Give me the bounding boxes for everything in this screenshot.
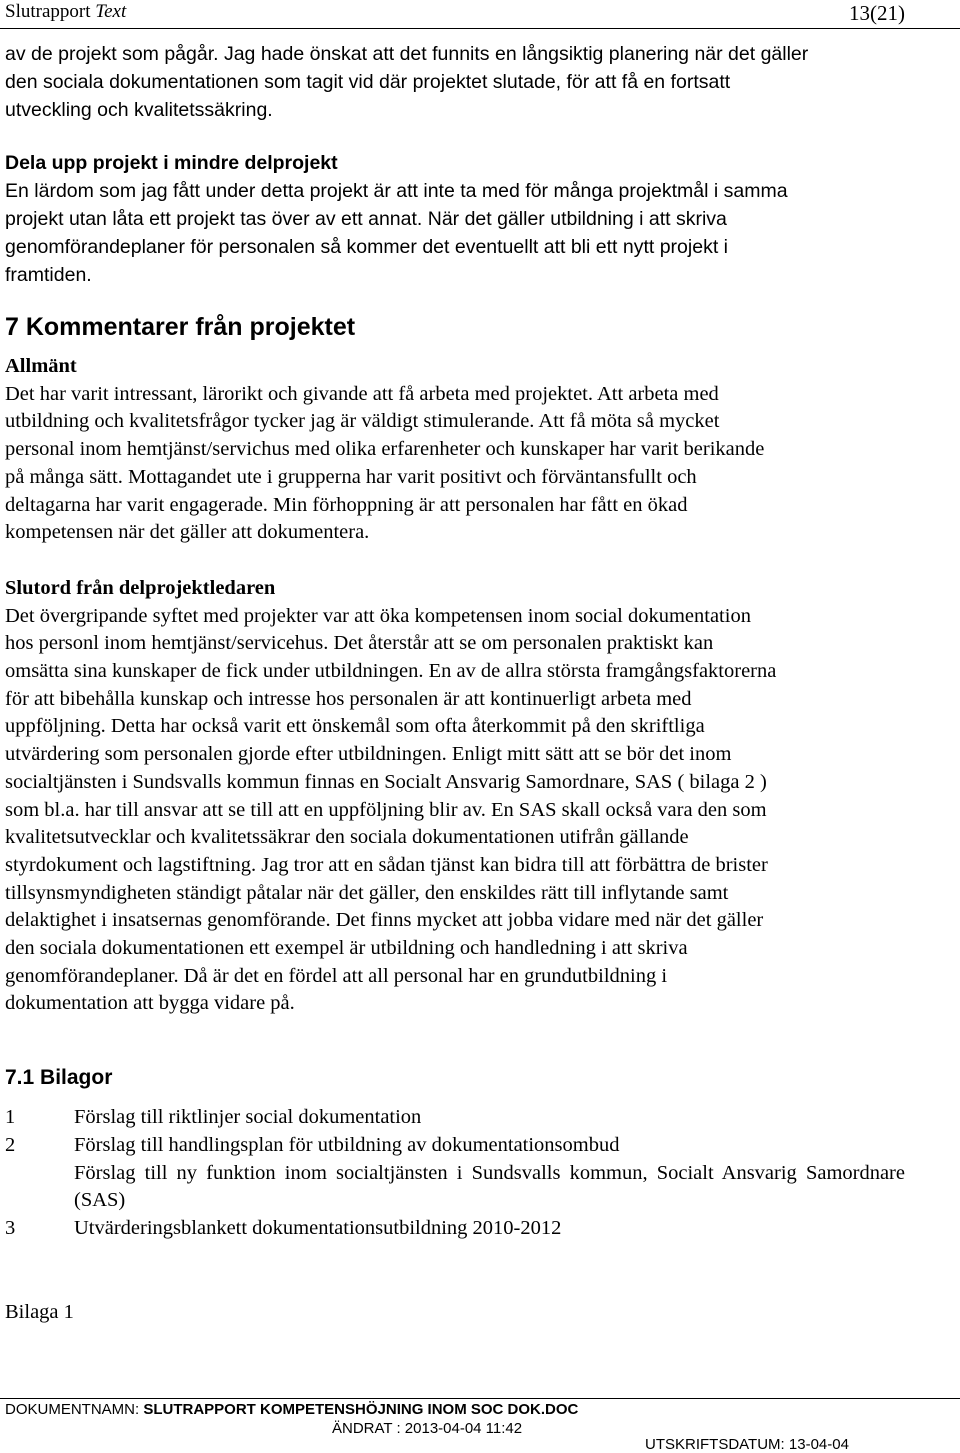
intro-line: utveckling och kvalitetssäkring. (5, 99, 273, 121)
paragraph-line: tillsynsmyndigheten ständigt påtalar när det gäller, den enskildes rätt till inflytande samt (5, 881, 729, 904)
page-header (0, 0, 960, 30)
paragraph-line: deltagarna har varit engagerade. Min förhoppning är att personalen har fått en ökad (5, 493, 688, 516)
paragraph-line: dokumentation att bygga vidare på. (5, 992, 295, 1015)
list-item-text: Utvärderingsblankett dokumentationsutbildning 2010-2012 (74, 1216, 562, 1239)
paragraph-line: uppföljning. Detta har också varit ett önskemål som ofta återkommit på den skriftliga (5, 715, 705, 738)
list-item (5, 1132, 905, 1160)
paragraph-line: utbildning och kvalitetsfrågor tycker jag är väldigt stimulerande. Att få möta så mycket (5, 410, 720, 433)
list-item (5, 1104, 905, 1132)
changed-date: ÄNDRAT : 2013-04-04 11:42 (332, 1420, 523, 1437)
section-heading: 7.1 Bilagor (5, 1066, 113, 1090)
paragraph-line: En lärdom som jag fått under detta projekt är att inte ta med för många projektmål i samma (5, 180, 788, 202)
section-heading: Slutord från delprojektledaren (5, 576, 276, 599)
paragraph-line: personal inom hemtjänst/servichus med olika erfarenheter och kunskaper har varit berikande (5, 438, 765, 461)
document-name-label: DOKUMENTNAMN: (5, 1401, 140, 1418)
list-item-number: 1 (5, 1106, 16, 1129)
list-item-number (5, 1160, 74, 1215)
paragraph-line: hos personl inom hemtjänst/servicehus. Det återstår att se om personalen praktiskt kan (5, 632, 714, 655)
list-item (5, 1215, 905, 1243)
footer-divider (0, 1398, 960, 1399)
paragraph-line: som bl.a. har till ansvar att se till att en uppföljning blir av. En SAS skall också vara den som (5, 798, 767, 821)
paragraph-line: genomförandeplaner. Då är det en fördel att all personal har en grundutbildning i (5, 964, 668, 987)
paragraph-line: den sociala dokumentationen ett exempel är utbildning och handledning i att skriva (5, 937, 688, 960)
attachment-list (5, 1104, 905, 1243)
document-title (5, 1, 126, 23)
paragraph-line: delaktighet i insatsernas genomförande. Det finns mycket att jobba vidare med när det gäller (5, 909, 764, 932)
paragraph-line: socialtjänsten i Sundsvalls kommun finnas en Socialt Ansvarig Samordnare, SAS ( bilaga 2 ) (5, 770, 767, 793)
page-number: 13(21) (849, 1, 905, 25)
document-name (5, 1401, 578, 1418)
intro-line: den sociala dokumentationen som tagit vid där projektet slutade, för att få en fortsatt (5, 71, 731, 93)
document-name-value: SLUTRAPPORT KOMPETENSHÖJNING INOM SOC DOK.DOC (143, 1401, 579, 1418)
page-footer (0, 1398, 960, 1451)
paragraph-line: Det har varit intressant, lärorikt och givande att få arbeta med projektet. Att arbeta med (5, 382, 719, 405)
list-item-number: 3 (5, 1216, 16, 1239)
title-prefix: Slutrapport (5, 1, 91, 22)
chapter-7 (5, 312, 905, 547)
paragraph-line: kompetensen när det gäller att dokumentera. (5, 521, 370, 544)
section-heading: Dela upp projekt i mindre delprojekt (5, 152, 338, 174)
list-item-text: Förslag till handlingsplan för utbildning av dokumentationsombud (74, 1133, 620, 1156)
paragraph-line: omsätta sina kunskaper de fick under utbildningen. En av de allra största framgångsfaktorerna (5, 660, 777, 683)
page-body (5, 40, 905, 1326)
section-slutord (5, 575, 905, 1018)
section-dela-upp (5, 149, 905, 289)
paragraph-line: styrdokument och lagstiftning. Jag tror att en sådan tjänst kan bidra till att förbättra de brister (5, 853, 768, 876)
list-item-number: 2 (5, 1133, 16, 1156)
subsection-heading: Allmänt (5, 355, 77, 377)
list-item-text: Förslag till riktlinjer social dokumentation (74, 1106, 422, 1129)
paragraph-line: framtiden. (5, 264, 92, 286)
paragraph-line: Det övergripande syftet med projekter var att öka kompetensen inom social dokumentation (5, 604, 751, 627)
intro-paragraph (5, 40, 905, 124)
section-bilagor (5, 1065, 905, 1326)
list-item (5, 1160, 905, 1215)
intro-line: av de projekt som pågår. Jag hade önskat att det funnits en långsiktig planering när det gäller (5, 43, 809, 65)
paragraph-line: på många sätt. Mottagandet ute i grupperna har varit positivt och förväntansfullt och (5, 465, 697, 488)
list-item-text: Förslag till ny funktion inom socialtjänsten i Sundsvalls kommun, Socialt Ansvarig Samordnare (SAS) (74, 1161, 905, 1212)
paragraph-line: för att bibehålla kunskap och intresse hos personalen är att kontinuerligt arbeta med (5, 687, 692, 710)
title-italic: Text (95, 1, 127, 22)
chapter-heading: 7 Kommentarer från projektet (5, 313, 356, 341)
paragraph-line: genomförandeplaner för personalen så kommer det eventuellt att bli ett nytt projekt i (5, 236, 728, 258)
attachment-label: Bilaga 1 (5, 1300, 74, 1323)
paragraph-line: utvärdering som personalen gjorde efter utbildningen. Enligt mitt sätt att se bör det inom (5, 743, 732, 766)
paragraph-line: kvalitetsutvecklar och kvalitetssäkrar den sociala dokumentationen utifrån gällande (5, 826, 689, 849)
paragraph-line: projekt utan låta ett projekt tas över av ett annat. När det gäller utbildning i att skriva (5, 208, 727, 230)
print-date: UTSKRIFTSDATUM: 13-04-04 (645, 1436, 849, 1453)
header-divider (0, 28, 960, 29)
